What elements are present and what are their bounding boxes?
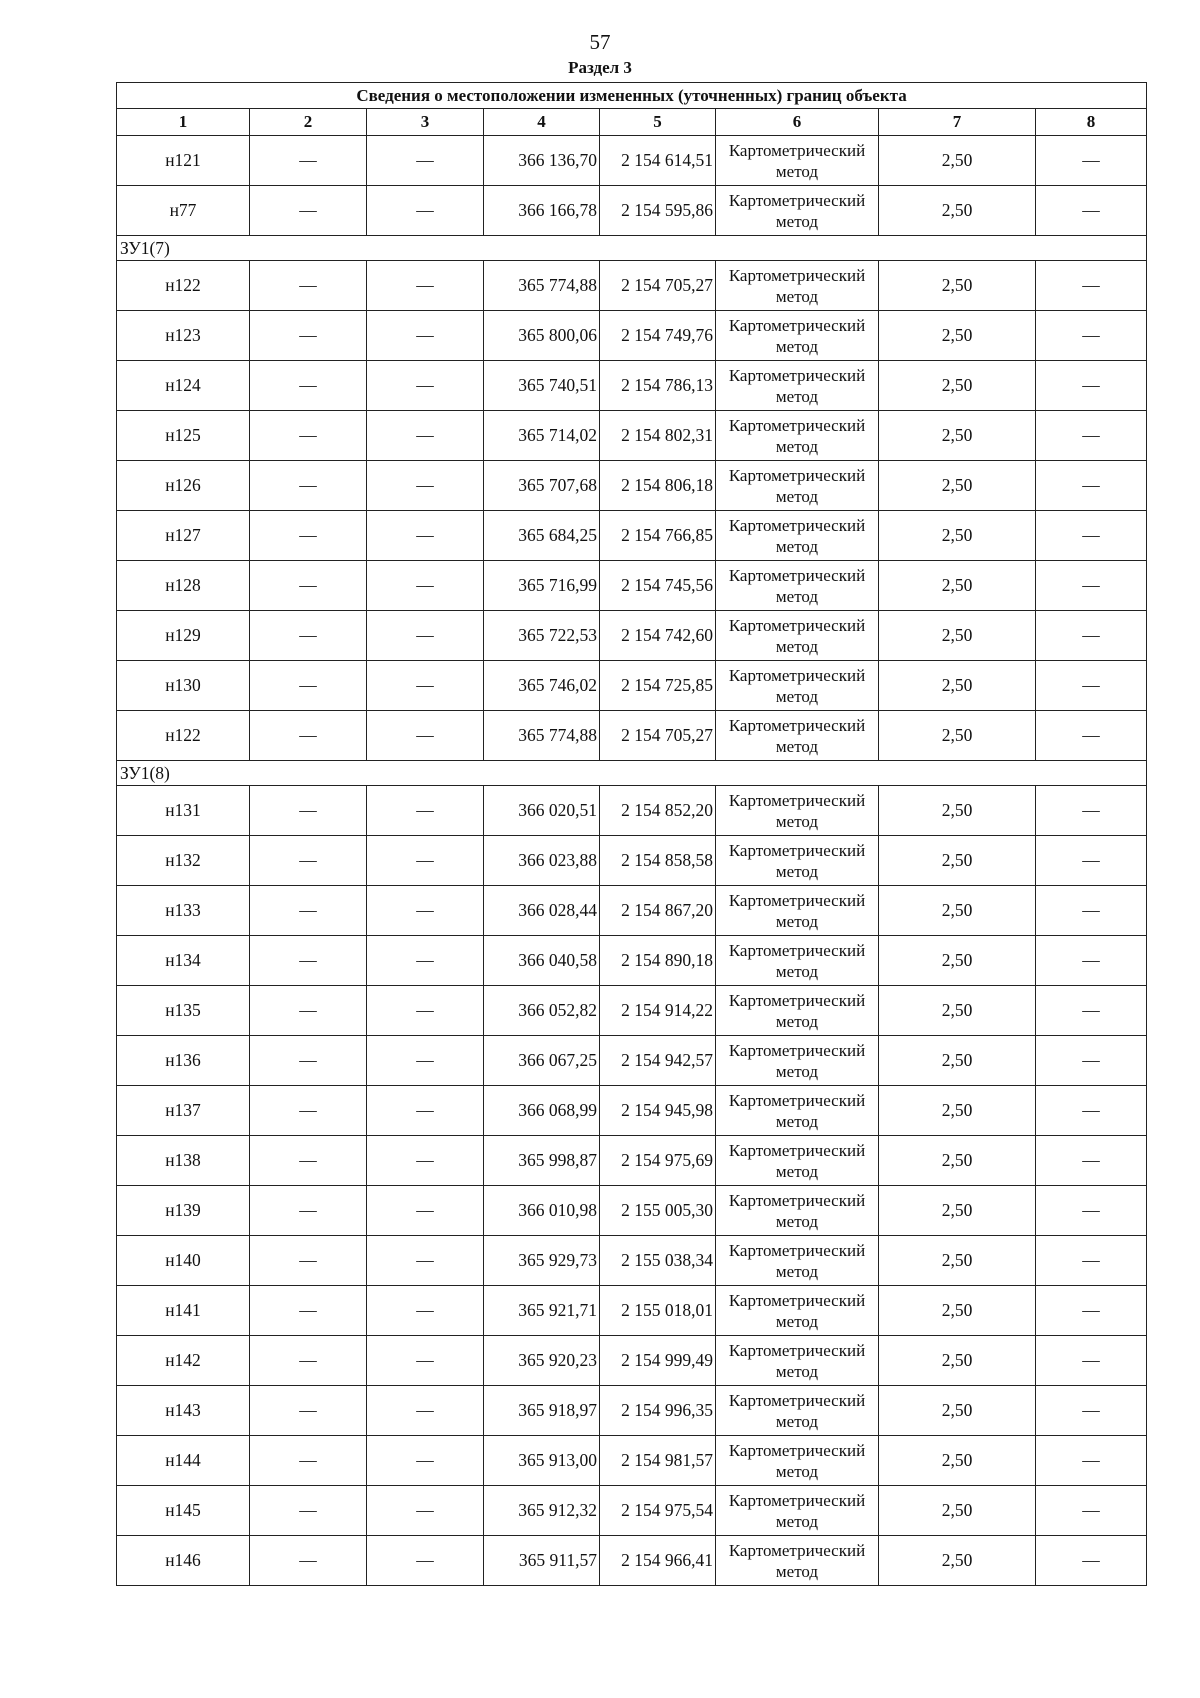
accuracy-cell: 2,50	[879, 1286, 1036, 1336]
accuracy-cell: 2,50	[879, 786, 1036, 836]
method-cell: Картометрический метод	[716, 611, 879, 661]
x-coordinate-cell: 365 912,32	[484, 1486, 600, 1536]
accuracy-cell: 2,50	[879, 1486, 1036, 1536]
accuracy-cell: 2,50	[879, 611, 1036, 661]
page-number: 57	[589, 30, 611, 54]
point-name-cell: н134	[117, 936, 250, 986]
table-row	[117, 661, 1147, 711]
point-name-cell: н142	[117, 1336, 250, 1386]
accuracy-cell: 2,50	[879, 836, 1036, 886]
x-coordinate-cell: 365 746,02	[484, 661, 600, 711]
x-coordinate-cell: 365 911,57	[484, 1536, 600, 1586]
x-coordinate-cell: 366 020,51	[484, 786, 600, 836]
empty-cell: —	[1036, 1436, 1147, 1486]
empty-cell: —	[250, 786, 367, 836]
empty-cell: —	[250, 561, 367, 611]
column-number: 2	[250, 109, 367, 136]
empty-cell: —	[367, 936, 484, 986]
y-coordinate-cell: 2 154 858,58	[600, 836, 716, 886]
group-row	[117, 761, 1147, 786]
x-coordinate-cell: 366 068,99	[484, 1086, 600, 1136]
y-coordinate-cell: 2 155 018,01	[600, 1286, 716, 1336]
x-coordinate-cell: 365 774,88	[484, 261, 600, 311]
empty-cell: —	[367, 1436, 484, 1486]
point-name-cell: н143	[117, 1386, 250, 1436]
method-cell: Картометрический метод	[716, 711, 879, 761]
empty-cell: —	[250, 711, 367, 761]
table-row	[117, 1536, 1147, 1586]
empty-cell: —	[367, 886, 484, 936]
empty-cell: —	[367, 1086, 484, 1136]
method-cell: Картометрический метод	[716, 561, 879, 611]
x-coordinate-cell: 366 028,44	[484, 886, 600, 936]
point-name-cell: н125	[117, 411, 250, 461]
point-name-cell: н77	[117, 186, 250, 236]
empty-cell: —	[1036, 511, 1147, 561]
method-cell: Картометрический метод	[716, 1036, 879, 1086]
table-row	[117, 1386, 1147, 1436]
x-coordinate-cell: 365 918,97	[484, 1386, 600, 1436]
empty-cell: —	[367, 1136, 484, 1186]
empty-cell: —	[1036, 986, 1147, 1036]
table-row	[117, 261, 1147, 311]
empty-cell: —	[1036, 936, 1147, 986]
point-name-cell: н127	[117, 511, 250, 561]
empty-cell: —	[250, 661, 367, 711]
empty-cell: —	[1036, 1286, 1147, 1336]
column-number: 6	[716, 109, 879, 136]
table-row	[117, 311, 1147, 361]
x-coordinate-cell: 365 998,87	[484, 1136, 600, 1186]
empty-cell: —	[250, 1086, 367, 1136]
accuracy-cell: 2,50	[879, 311, 1036, 361]
column-number: 5	[600, 109, 716, 136]
method-cell: Картометрический метод	[716, 136, 879, 186]
point-name-cell: н126	[117, 461, 250, 511]
x-coordinate-cell: 366 023,88	[484, 836, 600, 886]
accuracy-cell: 2,50	[879, 461, 1036, 511]
group-label: ЗУ1(8)	[117, 761, 1147, 786]
y-coordinate-cell: 2 154 766,85	[600, 511, 716, 561]
accuracy-cell: 2,50	[879, 411, 1036, 461]
empty-cell: —	[250, 836, 367, 886]
empty-cell: —	[367, 136, 484, 186]
x-coordinate-cell: 365 740,51	[484, 361, 600, 411]
empty-cell: —	[250, 411, 367, 461]
empty-cell: —	[1036, 711, 1147, 761]
empty-cell: —	[367, 1036, 484, 1086]
table-row	[117, 786, 1147, 836]
point-name-cell: н124	[117, 361, 250, 411]
empty-cell: —	[250, 361, 367, 411]
table-row	[117, 1286, 1147, 1336]
empty-cell: —	[1036, 611, 1147, 661]
empty-cell: —	[1036, 1086, 1147, 1136]
empty-cell: —	[250, 511, 367, 561]
table-row	[117, 1236, 1147, 1286]
y-coordinate-cell: 2 154 942,57	[600, 1036, 716, 1086]
method-cell: Картометрический метод	[716, 661, 879, 711]
y-coordinate-cell: 2 154 999,49	[600, 1336, 716, 1386]
x-coordinate-cell: 365 800,06	[484, 311, 600, 361]
section-title: Раздел 3	[568, 58, 632, 77]
point-name-cell: н132	[117, 836, 250, 886]
column-number: 3	[367, 109, 484, 136]
point-name-cell: н128	[117, 561, 250, 611]
column-number: 8	[1036, 109, 1147, 136]
empty-cell: —	[1036, 561, 1147, 611]
accuracy-cell: 2,50	[879, 561, 1036, 611]
x-coordinate-cell: 366 067,25	[484, 1036, 600, 1086]
empty-cell: —	[367, 1536, 484, 1586]
y-coordinate-cell: 2 154 945,98	[600, 1086, 716, 1136]
y-coordinate-cell: 2 154 802,31	[600, 411, 716, 461]
y-coordinate-cell: 2 154 966,41	[600, 1536, 716, 1586]
empty-cell: —	[250, 261, 367, 311]
empty-cell: —	[367, 411, 484, 461]
accuracy-cell: 2,50	[879, 986, 1036, 1036]
y-coordinate-cell: 2 154 705,27	[600, 711, 716, 761]
y-coordinate-cell: 2 154 705,27	[600, 261, 716, 311]
empty-cell: —	[250, 461, 367, 511]
empty-cell: —	[250, 1186, 367, 1236]
empty-cell: —	[250, 1236, 367, 1286]
empty-cell: —	[367, 1286, 484, 1336]
empty-cell: —	[367, 661, 484, 711]
method-cell: Картометрический метод	[716, 936, 879, 986]
empty-cell: —	[367, 786, 484, 836]
empty-cell: —	[367, 1386, 484, 1436]
table-body	[117, 83, 1147, 1586]
empty-cell: —	[367, 261, 484, 311]
point-name-cell: н121	[117, 136, 250, 186]
empty-cell: —	[250, 1386, 367, 1436]
y-coordinate-cell: 2 154 914,22	[600, 986, 716, 1036]
empty-cell: —	[1036, 1186, 1147, 1236]
y-coordinate-cell: 2 154 595,86	[600, 186, 716, 236]
table-row	[117, 1036, 1147, 1086]
point-name-cell: н144	[117, 1436, 250, 1486]
point-name-cell: н139	[117, 1186, 250, 1236]
y-coordinate-cell: 2 154 725,85	[600, 661, 716, 711]
x-coordinate-cell: 365 684,25	[484, 511, 600, 561]
empty-cell: —	[250, 611, 367, 661]
empty-cell: —	[367, 511, 484, 561]
point-name-cell: н138	[117, 1136, 250, 1186]
empty-cell: —	[1036, 786, 1147, 836]
table-row	[117, 611, 1147, 661]
point-name-cell: н122	[117, 711, 250, 761]
y-coordinate-cell: 2 154 786,13	[600, 361, 716, 411]
table-row	[117, 836, 1147, 886]
accuracy-cell: 2,50	[879, 136, 1036, 186]
empty-cell: —	[250, 1486, 367, 1536]
x-coordinate-cell: 365 929,73	[484, 1236, 600, 1286]
y-coordinate-cell: 2 154 745,56	[600, 561, 716, 611]
accuracy-cell: 2,50	[879, 886, 1036, 936]
accuracy-cell: 2,50	[879, 1086, 1036, 1136]
method-cell: Картометрический метод	[716, 1386, 879, 1436]
accuracy-cell: 2,50	[879, 1136, 1036, 1186]
point-name-cell: н122	[117, 261, 250, 311]
table-row	[117, 986, 1147, 1036]
y-coordinate-cell: 2 154 749,76	[600, 311, 716, 361]
empty-cell: —	[250, 986, 367, 1036]
x-coordinate-cell: 365 707,68	[484, 461, 600, 511]
empty-cell: —	[250, 311, 367, 361]
empty-cell: —	[1036, 836, 1147, 886]
y-coordinate-cell: 2 154 806,18	[600, 461, 716, 511]
empty-cell: —	[250, 1436, 367, 1486]
method-cell: Картометрический метод	[716, 1186, 879, 1236]
table-row	[117, 1136, 1147, 1186]
x-coordinate-cell: 366 166,78	[484, 186, 600, 236]
method-cell: Картометрический метод	[716, 1086, 879, 1136]
x-coordinate-cell: 366 136,70	[484, 136, 600, 186]
point-name-cell: н146	[117, 1536, 250, 1586]
empty-cell: —	[250, 936, 367, 986]
empty-cell: —	[250, 186, 367, 236]
table-row	[117, 136, 1147, 186]
y-coordinate-cell: 2 155 005,30	[600, 1186, 716, 1236]
point-name-cell: н137	[117, 1086, 250, 1136]
y-coordinate-cell: 2 154 975,54	[600, 1486, 716, 1536]
empty-cell: —	[367, 461, 484, 511]
empty-cell: —	[367, 311, 484, 361]
table-row	[117, 1486, 1147, 1536]
method-cell: Картометрический метод	[716, 1136, 879, 1186]
accuracy-cell: 2,50	[879, 261, 1036, 311]
point-name-cell: н131	[117, 786, 250, 836]
empty-cell: —	[1036, 1486, 1147, 1536]
accuracy-cell: 2,50	[879, 511, 1036, 561]
y-coordinate-cell: 2 154 890,18	[600, 936, 716, 986]
table-row	[117, 711, 1147, 761]
method-cell: Картометрический метод	[716, 1336, 879, 1386]
empty-cell: —	[1036, 261, 1147, 311]
point-name-cell: н136	[117, 1036, 250, 1086]
accuracy-cell: 2,50	[879, 1536, 1036, 1586]
empty-cell: —	[1036, 361, 1147, 411]
table-row	[117, 461, 1147, 511]
table-row	[117, 1436, 1147, 1486]
accuracy-cell: 2,50	[879, 1186, 1036, 1236]
y-coordinate-cell: 2 154 867,20	[600, 886, 716, 936]
method-cell: Картометрический метод	[716, 786, 879, 836]
x-coordinate-cell: 365 714,02	[484, 411, 600, 461]
accuracy-cell: 2,50	[879, 711, 1036, 761]
column-number: 7	[879, 109, 1036, 136]
accuracy-cell: 2,50	[879, 186, 1036, 236]
method-cell: Картометрический метод	[716, 1536, 879, 1586]
empty-cell: —	[1036, 186, 1147, 236]
table-row	[117, 511, 1147, 561]
x-coordinate-cell: 365 921,71	[484, 1286, 600, 1336]
table-row	[117, 1186, 1147, 1236]
method-cell: Картометрический метод	[716, 311, 879, 361]
empty-cell: —	[367, 836, 484, 886]
method-cell: Картометрический метод	[716, 261, 879, 311]
empty-cell: —	[250, 1036, 367, 1086]
empty-cell: —	[367, 361, 484, 411]
empty-cell: —	[367, 986, 484, 1036]
empty-cell: —	[367, 1336, 484, 1386]
method-cell: Картометрический метод	[716, 461, 879, 511]
column-number: 4	[484, 109, 600, 136]
empty-cell: —	[367, 186, 484, 236]
table-row	[117, 561, 1147, 611]
method-cell: Картометрический метод	[716, 836, 879, 886]
accuracy-cell: 2,50	[879, 1236, 1036, 1286]
point-name-cell: н123	[117, 311, 250, 361]
accuracy-cell: 2,50	[879, 936, 1036, 986]
column-number: 1	[117, 109, 250, 136]
point-name-cell: н145	[117, 1486, 250, 1536]
y-coordinate-cell: 2 154 852,20	[600, 786, 716, 836]
accuracy-cell: 2,50	[879, 1336, 1036, 1386]
x-coordinate-cell: 366 040,58	[484, 936, 600, 986]
x-coordinate-cell: 366 052,82	[484, 986, 600, 1036]
x-coordinate-cell: 365 913,00	[484, 1436, 600, 1486]
empty-cell: —	[1036, 311, 1147, 361]
point-name-cell: н141	[117, 1286, 250, 1336]
column-number-row	[117, 109, 1147, 136]
point-name-cell: н135	[117, 986, 250, 1036]
empty-cell: —	[250, 1286, 367, 1336]
table-row	[117, 886, 1147, 936]
empty-cell: —	[1036, 661, 1147, 711]
y-coordinate-cell: 2 155 038,34	[600, 1236, 716, 1286]
empty-cell: —	[250, 1136, 367, 1186]
empty-cell: —	[1036, 461, 1147, 511]
empty-cell: —	[1036, 1336, 1147, 1386]
empty-cell: —	[250, 886, 367, 936]
x-coordinate-cell: 365 722,53	[484, 611, 600, 661]
table-row	[117, 186, 1147, 236]
empty-cell: —	[250, 1536, 367, 1586]
empty-cell: —	[367, 1486, 484, 1536]
method-cell: Картометрический метод	[716, 1486, 879, 1536]
method-cell: Картометрический метод	[716, 986, 879, 1036]
empty-cell: —	[1036, 411, 1147, 461]
empty-cell: —	[367, 1236, 484, 1286]
x-coordinate-cell: 365 716,99	[484, 561, 600, 611]
group-row	[117, 236, 1147, 261]
empty-cell: —	[1036, 886, 1147, 936]
point-name-cell: н133	[117, 886, 250, 936]
table-title-row	[117, 83, 1147, 109]
accuracy-cell: 2,50	[879, 1436, 1036, 1486]
accuracy-cell: 2,50	[879, 1036, 1036, 1086]
empty-cell: —	[1036, 1136, 1147, 1186]
method-cell: Картометрический метод	[716, 411, 879, 461]
method-cell: Картометрический метод	[716, 1436, 879, 1486]
accuracy-cell: 2,50	[879, 1386, 1036, 1436]
method-cell: Картометрический метод	[716, 886, 879, 936]
y-coordinate-cell: 2 154 996,35	[600, 1386, 716, 1436]
empty-cell: —	[367, 1186, 484, 1236]
table-row	[117, 411, 1147, 461]
empty-cell: —	[1036, 1536, 1147, 1586]
table-row	[117, 936, 1147, 986]
empty-cell: —	[1036, 1236, 1147, 1286]
point-name-cell: н130	[117, 661, 250, 711]
point-name-cell: н129	[117, 611, 250, 661]
x-coordinate-cell: 365 774,88	[484, 711, 600, 761]
empty-cell: —	[250, 1336, 367, 1386]
method-cell: Картометрический метод	[716, 186, 879, 236]
y-coordinate-cell: 2 154 614,51	[600, 136, 716, 186]
empty-cell: —	[1036, 1386, 1147, 1436]
y-coordinate-cell: 2 154 981,57	[600, 1436, 716, 1486]
empty-cell: —	[1036, 1036, 1147, 1086]
empty-cell: —	[367, 711, 484, 761]
group-label: ЗУ1(7)	[117, 236, 1147, 261]
table-title: Сведения о местоположении измененных (уточненных) границ объекта	[117, 83, 1147, 109]
empty-cell: —	[1036, 136, 1147, 186]
method-cell: Картометрический метод	[716, 1236, 879, 1286]
table-row	[117, 1336, 1147, 1386]
table-row	[117, 1086, 1147, 1136]
accuracy-cell: 2,50	[879, 361, 1036, 411]
y-coordinate-cell: 2 154 975,69	[600, 1136, 716, 1186]
empty-cell: —	[250, 136, 367, 186]
method-cell: Картометрический метод	[716, 511, 879, 561]
method-cell: Картометрический метод	[716, 1286, 879, 1336]
table-row	[117, 361, 1147, 411]
method-cell: Картометрический метод	[716, 361, 879, 411]
point-name-cell: н140	[117, 1236, 250, 1286]
x-coordinate-cell: 366 010,98	[484, 1186, 600, 1236]
x-coordinate-cell: 365 920,23	[484, 1336, 600, 1386]
empty-cell: —	[367, 561, 484, 611]
y-coordinate-cell: 2 154 742,60	[600, 611, 716, 661]
empty-cell: —	[367, 611, 484, 661]
boundary-coordinates-table	[116, 82, 1147, 1586]
accuracy-cell: 2,50	[879, 661, 1036, 711]
